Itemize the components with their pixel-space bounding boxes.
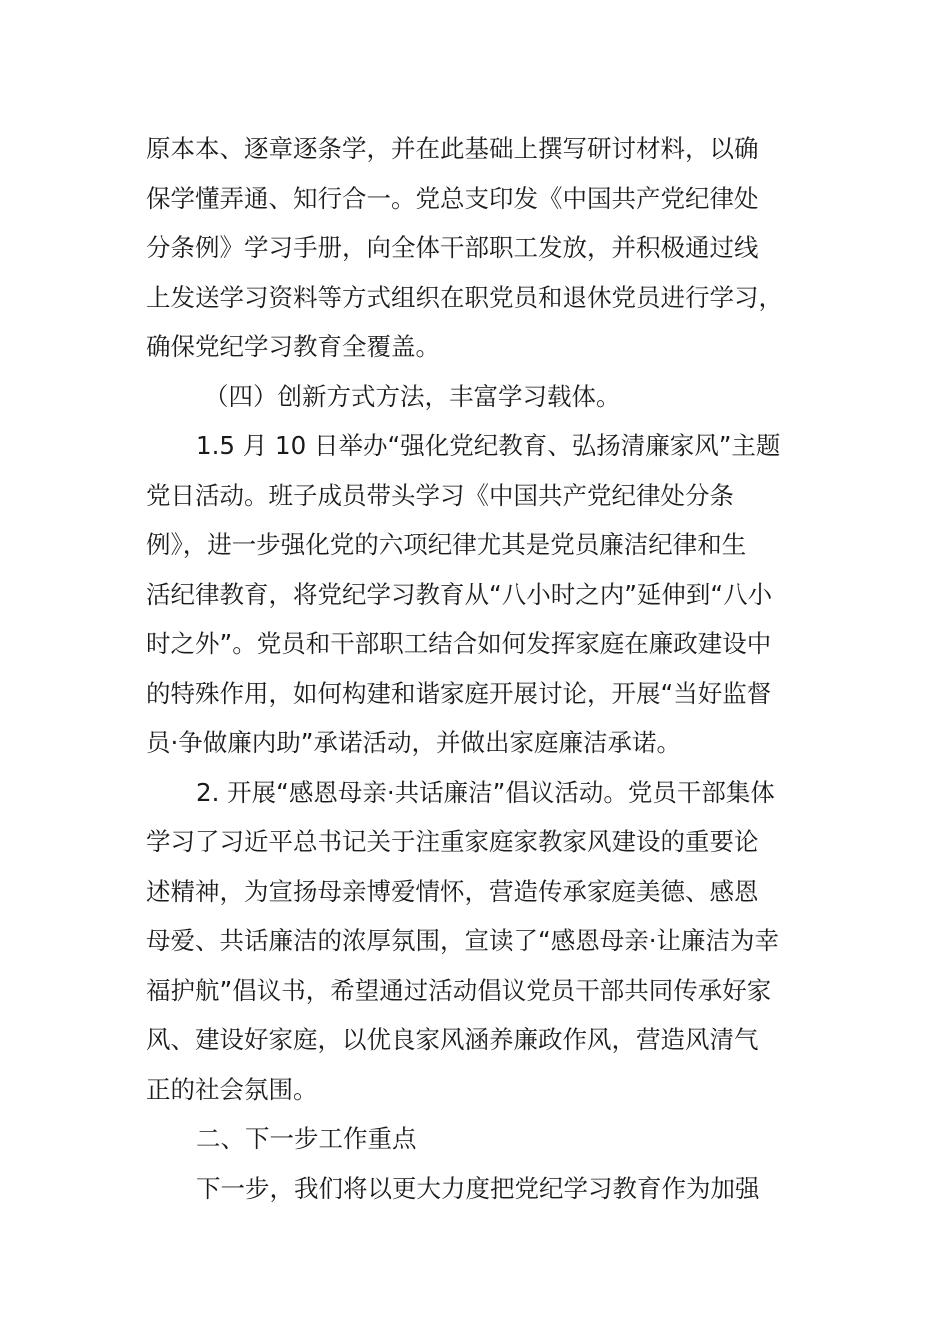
text-line: 原本本、逐章逐条学，并在此基础上撰写研讨材料，以确 [146,134,759,163]
text-line: 党日活动。班子成员带头学习《中国共产党纪律处分条 [146,480,734,510]
text-line: 的特殊作用，如何构建和谐家庭开展讨论，开展“当好监督 [146,678,772,708]
paragraph-start: 2. 开展“感恩母亲·共话廉洁”倡议活动。党员干部集体 [196,777,775,807]
text-line: 正的社会氛围。 [146,1074,318,1104]
document-body [146,124,810,1213]
text-line: 时之外”。党员和干部职工结合如何发挥家庭在廉政建设中 [146,629,772,658]
text-line: 例》，进一步强化党的六项纪律尤其是党员廉洁纪律和生 [146,530,747,559]
text-line: 活纪律教育，将党纪学习教育从“八小时之内”延伸到“八小 [146,579,773,609]
text-line: 福护航”倡议书，希望通过活动倡议党员干部共同传承好家 [146,975,772,1005]
section-heading: 二、下一步工作重点 [196,1124,417,1153]
text-line: 风、建设好家庭，以优良家风涵养廉政作风，营造风清气 [146,1025,759,1054]
text-line: 母爱、共话廉洁的浓厚氛围，宣读了“感恩母亲·让廉洁为幸 [146,926,779,955]
text-line: 分条例》学习手册，向全体干部职工发放，并积极通过线 [146,233,759,262]
text-line: 保学懂弄通、知行合一。党总支印发《中国共产党纪律处 [146,183,759,213]
text-line: 学习了习近平总书记关于注重家庭家教家风建设的重要论 [146,827,759,856]
text-line: 员·争做廉内助”承诺活动，并做出家庭廉洁承诺。 [146,728,681,757]
text-line: 述精神，为宣扬母亲博爱情怀，营造传承家庭美德、感恩 [146,876,759,906]
text-line: 确保党纪学习教育全覆盖。 [146,332,440,361]
paragraph-start: 下一步，我们将以更大力度把党纪学习教育作为加强 [196,1173,760,1203]
text-line: 上发送学习资料等方式组织在职党员和退休党员进行学习， [146,282,783,312]
paragraph-start: 1.5 月 10 日举办“强化党纪教育、弘扬清廉家风”主题 [196,431,781,460]
section-heading: （四）创新方式方法，丰富学习载体。 [204,381,621,411]
